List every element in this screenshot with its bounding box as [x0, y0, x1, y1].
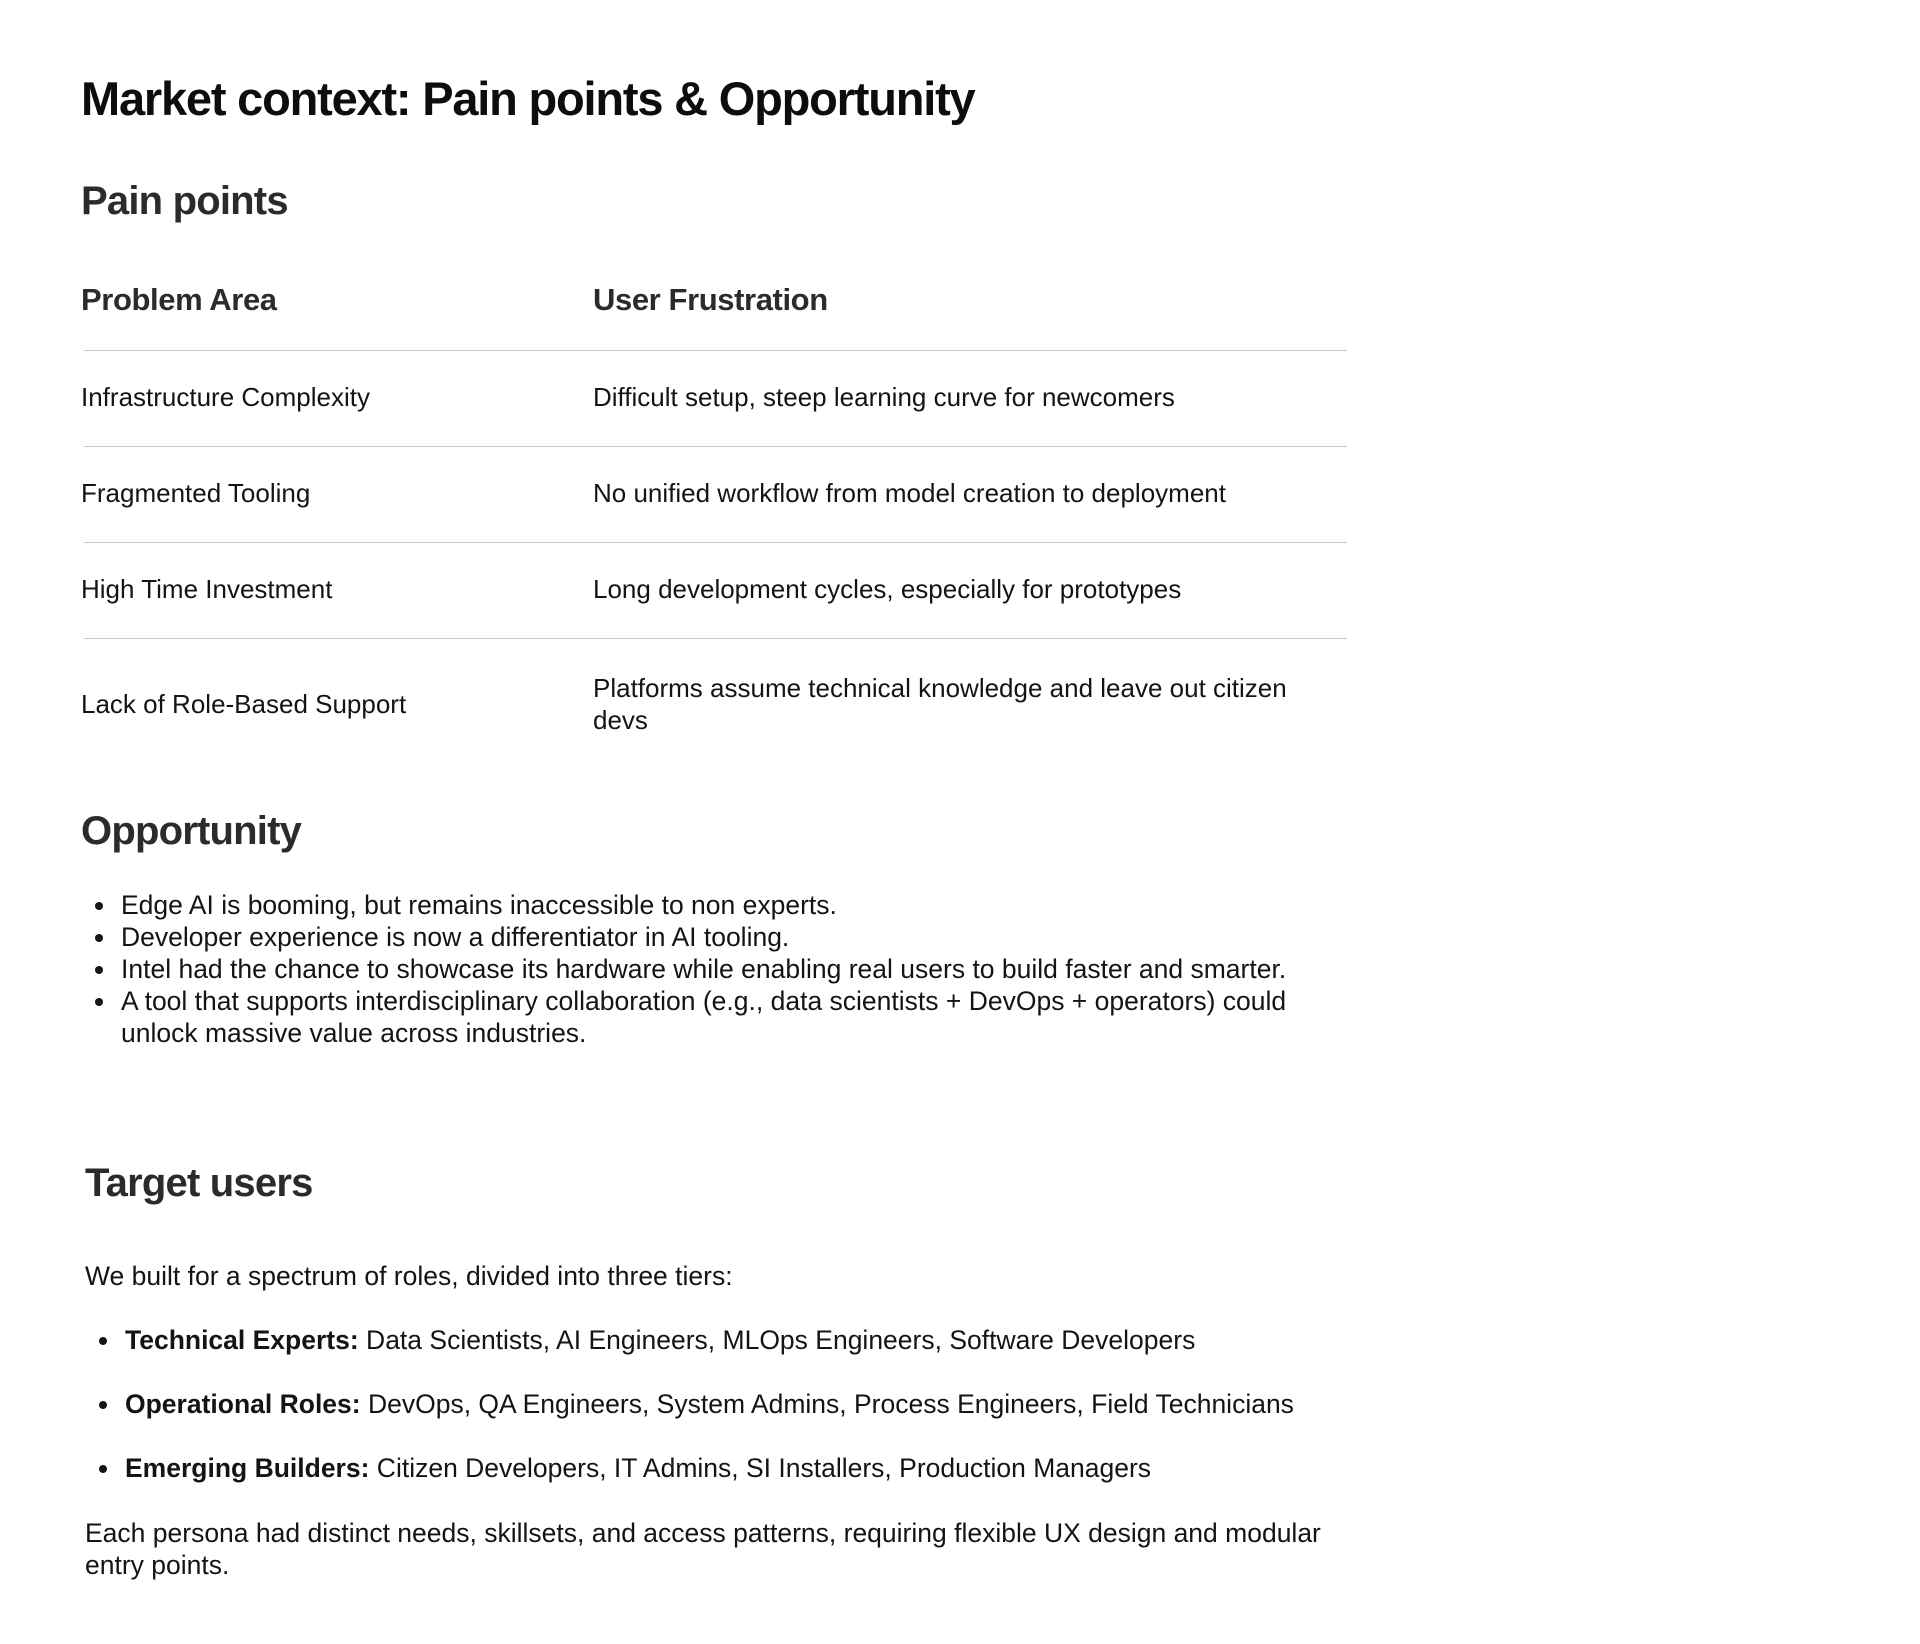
pain-points-heading: Pain points: [81, 179, 288, 223]
tier-label: Emerging Builders:: [125, 1453, 370, 1483]
problem-area-cell: Fragmented Tooling: [81, 478, 311, 508]
table-row: [81, 542, 1347, 638]
table-row: [81, 446, 1347, 542]
user-frustration-cell: Long development cycles, especially for prototypes: [593, 574, 1182, 604]
column-header-user-frustration: User Frustration: [593, 282, 828, 317]
tier-roles: Citizen Developers, IT Admins, SI Installers, Production Managers: [369, 1453, 1152, 1483]
tier-roles: Data Scientists, AI Engineers, MLOps Engineers, Software Developers: [358, 1325, 1196, 1355]
user-frustration-cell: No unified workflow from model creation to deployment: [593, 478, 1226, 508]
pain-points-table: [81, 270, 1347, 761]
target-users-closing: Each persona had distinct needs, skillsets, and access patterns, requiring flexible UX design and modular entry points.: [85, 1518, 1321, 1580]
tier-roles: DevOps, QA Engineers, System Admins, Process Engineers, Field Technicians: [360, 1389, 1294, 1419]
opportunity-heading: Opportunity: [81, 809, 302, 853]
table-row: [81, 638, 1347, 761]
target-users-heading: Target users: [85, 1161, 313, 1205]
list-item: A tool that supports interdisciplinary collaboration (e.g., data scientists + DevOps + operators) could unlock massive value across industries.: [81, 985, 1321, 1049]
list-item: [85, 1388, 1385, 1420]
list-item: Intel had the chance to showcase its hardware while enabling real users to build faster and smarter.: [81, 953, 1321, 985]
problem-area-cell: High Time Investment: [81, 574, 333, 604]
problem-area-cell: Infrastructure Complexity: [81, 382, 370, 412]
list-item: [85, 1324, 1385, 1356]
opportunity-list: [81, 889, 1321, 1049]
tier-label: Operational Roles:: [125, 1389, 361, 1419]
target-users-intro: We built for a spectrum of roles, divided into three tiers:: [85, 1261, 733, 1291]
page-title: Market context: Pain points & Opportunity: [81, 72, 975, 125]
list-item: Developer experience is now a differentiator in AI tooling.: [81, 921, 1321, 953]
tier-label: Technical Experts:: [125, 1325, 359, 1355]
problem-area-cell: Lack of Role-Based Support: [81, 689, 407, 719]
user-frustration-cell: Difficult setup, steep learning curve for newcomers: [593, 382, 1175, 412]
table-row: [81, 350, 1347, 446]
table-header: [81, 270, 1347, 350]
column-header-problem-area: Problem Area: [81, 282, 277, 317]
user-frustration-cell: Platforms assume technical knowledge and leave out citizen devs: [593, 673, 1287, 735]
user-tiers-list: [85, 1324, 1385, 1516]
list-item: Edge AI is booming, but remains inaccessible to non experts.: [81, 889, 1321, 921]
list-item: [85, 1452, 1385, 1484]
